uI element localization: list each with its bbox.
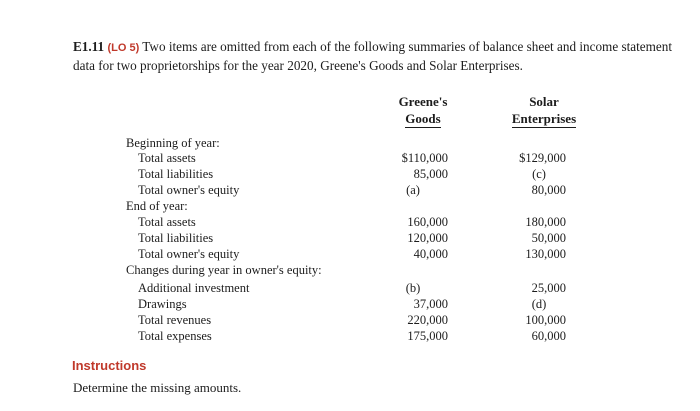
- instructions-heading: Instructions: [72, 358, 147, 373]
- table-row: [0, 312, 700, 328]
- table-row: [0, 150, 700, 166]
- row-label: Drawings: [138, 297, 187, 311]
- column-header-line: Goods: [405, 111, 441, 126]
- column-header-line: Solar: [529, 94, 559, 109]
- exercise-text: Two items are omitted from each of the following summaries of balance sheet and income statement data for two proprietorships for the year 2020, Greene's Goods and Solar Enterprises.: [73, 39, 672, 73]
- row-label: Additional investment: [138, 281, 250, 295]
- section-label: End of year:: [126, 199, 188, 213]
- table-row: [0, 280, 700, 296]
- solar-value: (c): [532, 167, 546, 181]
- column-header-line: Enterprises: [511, 111, 577, 126]
- table-row: [0, 182, 700, 198]
- row-label: Total liabilities: [138, 231, 214, 245]
- exercise-intro: [73, 38, 673, 74]
- row-label: Total revenues: [138, 313, 212, 327]
- greene-value: 120,000: [407, 231, 448, 245]
- column-header-greenes-goods: [378, 93, 468, 128]
- solar-value: 50,000: [531, 231, 566, 245]
- solar-value: 80,000: [531, 183, 566, 197]
- column-header-solar-enterprises: [494, 93, 594, 128]
- section-row: [0, 198, 700, 214]
- solar-value: 100,000: [525, 313, 566, 327]
- exercise-number: E1.11: [73, 39, 105, 54]
- greene-value: (a): [406, 183, 420, 197]
- table-row: [0, 246, 700, 262]
- row-label: Total assets: [138, 215, 196, 229]
- greene-value: 160,000: [407, 215, 448, 229]
- solar-value: 60,000: [531, 329, 566, 343]
- section-label: Beginning of year:: [126, 136, 220, 150]
- greene-value: 220,000: [407, 313, 448, 327]
- section-row: [0, 135, 700, 151]
- row-label: Total assets: [138, 151, 196, 165]
- greene-value: 175,000: [407, 329, 448, 343]
- table-row: [0, 214, 700, 230]
- learning-objective: (LO 5): [107, 42, 140, 54]
- greene-value: (b): [405, 281, 421, 295]
- solar-value: 130,000: [525, 247, 566, 261]
- solar-value: 180,000: [525, 215, 566, 229]
- solar-value: 25,000: [531, 281, 566, 295]
- table-row: [0, 296, 700, 312]
- table-row: [0, 230, 700, 246]
- table-row: [0, 166, 700, 182]
- instructions-text: Determine the missing amounts.: [73, 380, 242, 395]
- greene-value: 37,000: [413, 297, 448, 311]
- row-label: Total owner's equity: [138, 183, 240, 197]
- row-label: Total liabilities: [138, 167, 214, 181]
- greene-value: $110,000: [401, 151, 448, 165]
- section-row: [0, 262, 700, 278]
- greene-value: 40,000: [413, 247, 448, 261]
- row-label: Total owner's equity: [138, 247, 240, 261]
- greene-value: 85,000: [413, 167, 448, 181]
- section-label: Changes during year in owner's equity:: [126, 263, 322, 277]
- row-label: Total expenses: [138, 329, 212, 343]
- solar-value: (d): [531, 297, 547, 311]
- table-row: [0, 328, 700, 344]
- solar-value: $129,000: [519, 151, 566, 165]
- column-header-line: Greene's: [398, 94, 448, 109]
